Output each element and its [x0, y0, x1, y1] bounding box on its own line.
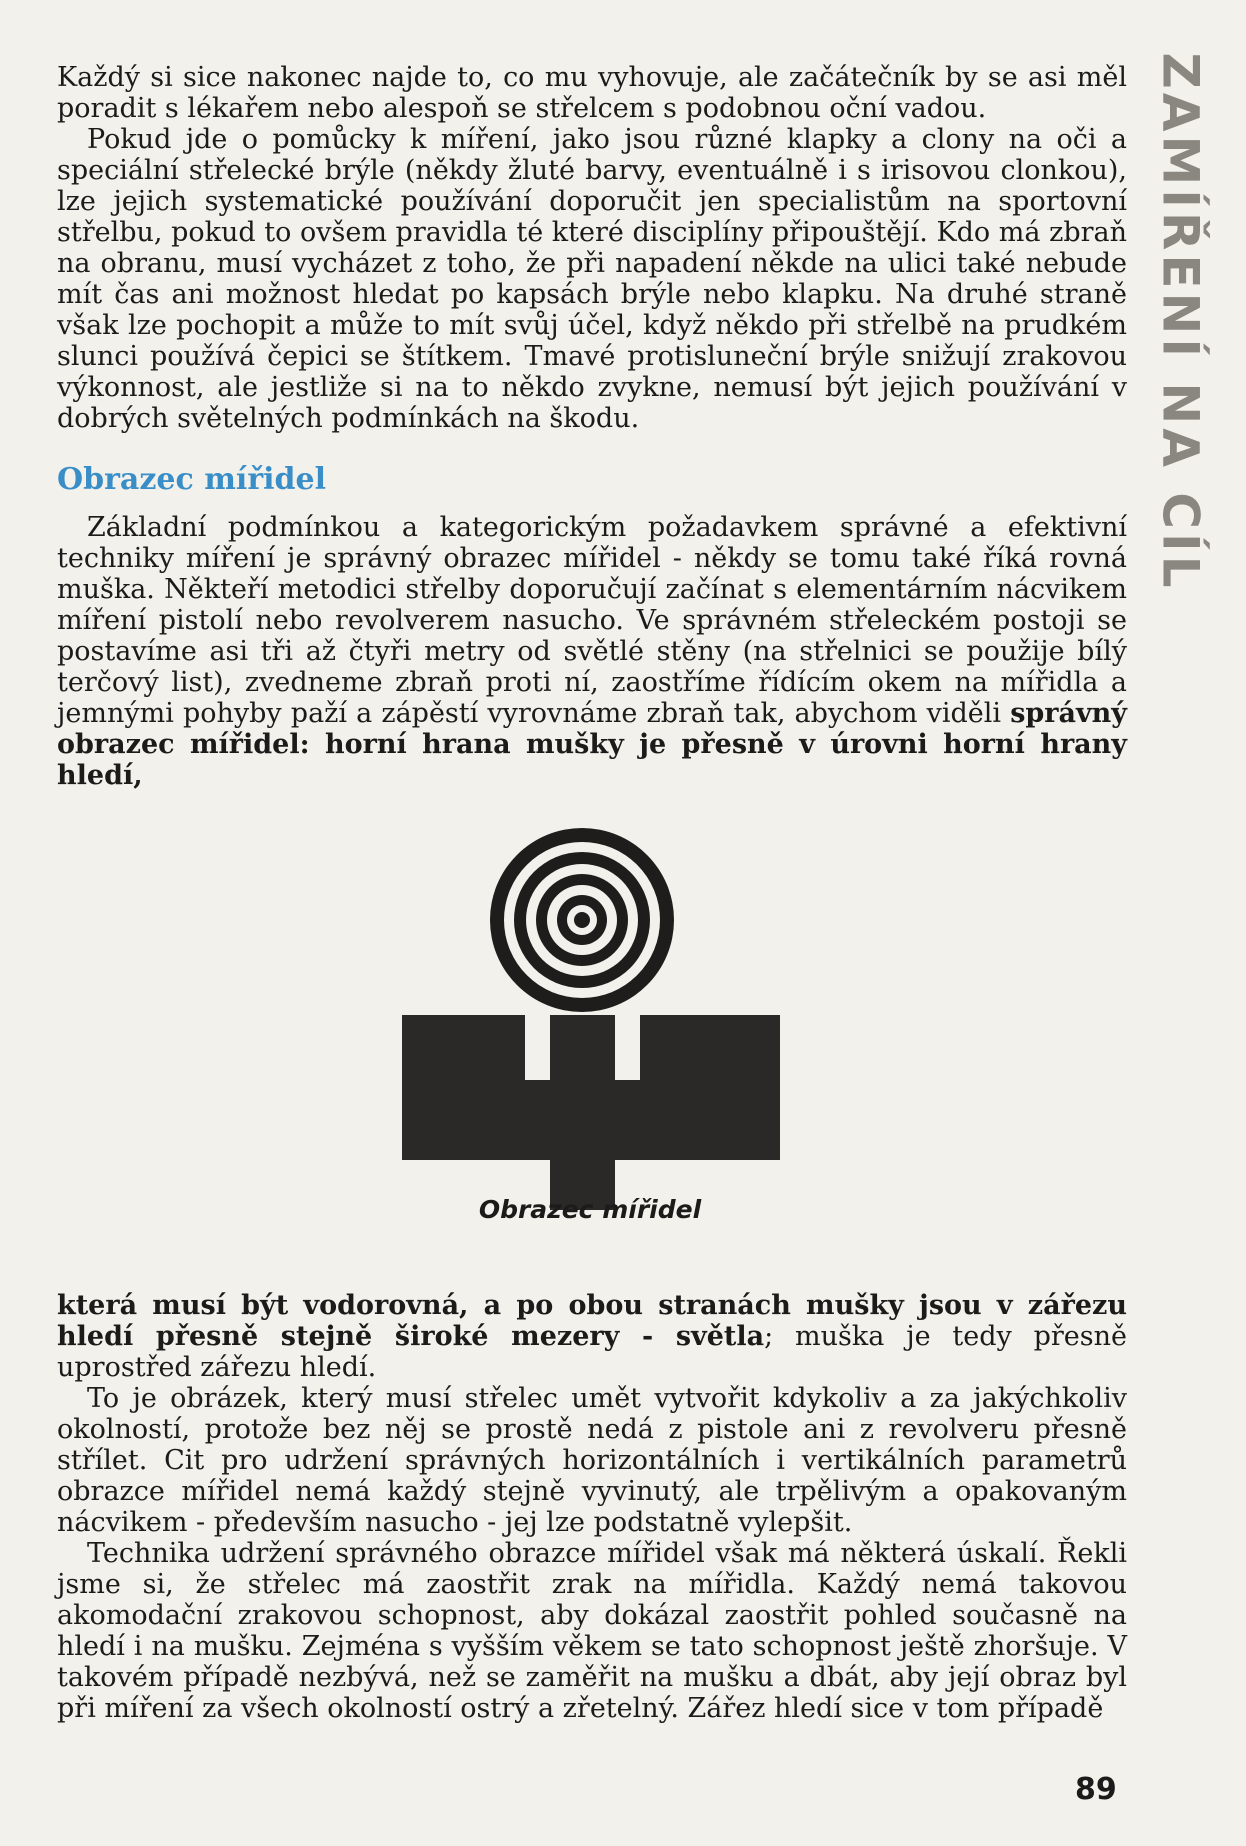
target-bullseye-icon	[490, 828, 674, 1012]
sight-picture-figure	[390, 820, 790, 1240]
rear-sight-and-front-sight-icon	[402, 1015, 780, 1210]
top-text-column	[57, 62, 1127, 791]
section-heading: Obrazec mířidel	[57, 462, 326, 497]
intro-normal-text: Základní podmínkou a kategorickým požadavkem správné a efektivní techniky míření je správný obrazec mířidel - někdy se tomu také říká rovná muška. Někteří metodici střelby doporučují začínat s elementárním nácvikem míření pistolí nebo revolverem nasucho. Ve správném střeleckém postoji se postavíme asi tři až čtyři metry od světlé stěny (na střelnici se použije bílý terčový list), zvedneme zbraň proti ní, zaostříme řídícím okem na mířidla a jemnými pohyby paží a zápěstí vyrovnáme zbraň tak, abychom viděli	[57, 512, 1127, 729]
chapter-side-title	[1151, 52, 1209, 592]
chapter-side-title-text: ZAMÍŘENÍ NA CÍL	[1151, 52, 1209, 592]
bottom-text-column	[57, 1290, 1127, 1724]
paragraph-1: Každý si sice nakonec najde to, co mu vyhovuje, ale začátečník by se asi měl poradit s lékařem nebo alespoň se střelcem s podobnou oční vadou.	[57, 62, 1127, 124]
paragraph-intro	[57, 512, 1127, 791]
sight-picture-illustration	[390, 820, 790, 1220]
continuation-bold-text: která musí být vodorovná, a po obou stranách mušky jsou v zářezu hledí přesně stejně široké mezery - světla	[57, 1290, 1127, 1352]
page-number: 89	[1075, 1772, 1117, 1807]
intro-bold-text: správný obrazec mířidel: horní hrana mušky je přesně v úrovni horní hrany hledí,	[57, 698, 1127, 791]
paragraph-3: To je obrázek, který musí střelec umět vytvořit kdykoliv a za jakýchkoliv okolností, protože bez něj se prostě nedá z pistole ani z revolveru přesně střílet. Cit pro udržení správných horizontálních i vertikálních parametrů obrazce mířidel nemá každý stejně vyvinutý, ale trpělivým a opakovaným nácvikem - především nasucho - jej lze podstatně vylepšit.	[57, 1383, 1127, 1538]
figure-caption: Obrazec mířidel	[478, 1195, 702, 1224]
paragraph-continuation	[57, 1290, 1127, 1383]
continuation-normal-text: ; muška je tedy přesně uprostřed zářezu hledí.	[57, 1321, 1127, 1383]
paragraph-2: Pokud jde o pomůcky k míření, jako jsou různé klapky a clony na oči a speciální střelecké brýle (někdy žluté barvy, eventuálně i s irisovou clonkou), lze jejich systematické používání doporučit jen specialistům na sportovní střelbu, pokud to ovšem pravidla té které disciplíny připouštějí. Kdo má zbraň na obranu, musí vycházet z toho, že při napadení někde na ulici také nebude mít čas ani možnost hledat po kapsách brýle nebo klapku. Na druhé straně však lze pochopit a může to mít svůj účel, když někdo při střelbě na prudkém slunci používá čepici se štítkem. Tmavé protisluneční brýle snižují zrakovou výkonnost, ale jestliže si na to někdo zvykne, nemusí být jejich používání v dobrých světelných podmínkách na škodu.	[57, 124, 1127, 434]
paragraph-4: Technika udržení správného obrazce mířidel však má některá úskalí. Řekli jsme si, že střelec má zaostřit zrak na mířidla. Každý nemá takovou akomodační zrakovou schopnost, aby dokázal zaostřit pohled současně na hledí i na mušku. Zejména s vyšším věkem se tato schopnost ještě zhoršuje. V takovém případě nezbývá, než se zaměřit na mušku a dbát, aby její obraz byl při míření za všech okolností ostrý a zřetelný. Zářez hledí sice v tom případě	[57, 1538, 1127, 1724]
